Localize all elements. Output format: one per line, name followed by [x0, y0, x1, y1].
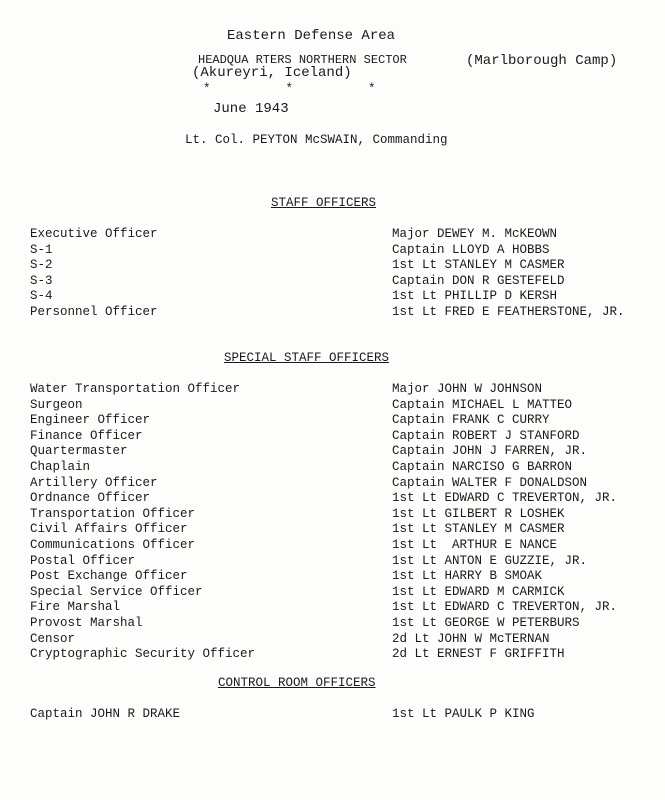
officer-role: Captain JOHN R DRAKE — [30, 707, 181, 721]
officer-name: 1st Lt ARTHUR E NANCE — [392, 537, 558, 552]
officer-row — [0, 585, 665, 601]
officer-row — [0, 305, 665, 321]
officer-row — [0, 647, 665, 663]
officer-name: 1st Lt PAULK P KING — [392, 707, 535, 721]
officer-role: Communications Officer — [30, 537, 196, 552]
officer-role: Water Transportation Officer — [30, 382, 241, 396]
staff-list — [0, 227, 665, 321]
officer-role: Cryptographic Security Officer — [30, 647, 256, 662]
separator-stars: * * * — [203, 82, 376, 96]
officer-role: Engineer Officer — [30, 413, 151, 428]
officer-role: S-4 — [30, 289, 53, 304]
officer-name: 1st Lt GILBERT R LOSHEK — [392, 506, 565, 521]
officer-row — [0, 413, 665, 429]
officer-role: Censor — [30, 631, 76, 646]
officer-name: 2d Lt JOHN W McTERNAN — [392, 631, 550, 646]
officer-row — [0, 538, 665, 554]
officer-name: 1st Lt GEORGE W PETERBURS — [392, 615, 580, 630]
control-room-list — [0, 707, 665, 723]
officer-row — [0, 616, 665, 632]
officer-row — [0, 476, 665, 492]
officer-name: Major JOHN W JOHNSON — [392, 382, 543, 396]
officer-name: 1st Lt FRED E FEATHERSTONE, JR. — [392, 304, 625, 319]
staff-heading: STAFF OFFICERS — [271, 196, 377, 210]
location: (Akureyri, Iceland) — [192, 65, 352, 81]
officer-name: Captain JOHN J FARREN, JR. — [392, 444, 588, 459]
officer-role: Post Exchange Officer — [30, 569, 188, 584]
commanding-officer: Lt. Col. PEYTON McSWAIN, Commanding — [185, 133, 448, 147]
officer-row — [0, 632, 665, 648]
officer-role: Chaplain — [30, 459, 91, 474]
document-date: June 1943 — [213, 101, 289, 117]
officer-name: 1st Lt HARRY B SMOAK — [392, 569, 543, 584]
officer-row — [0, 460, 665, 476]
officer-row — [0, 227, 665, 243]
officer-name: 1st Lt STANLEY M CASMER — [392, 522, 565, 537]
officer-role: Special Service Officer — [30, 584, 203, 599]
officer-role: Transportation Officer — [30, 506, 196, 521]
officer-role: Surgeon — [30, 397, 83, 412]
officer-name: 1st Lt EDWARD M CARMICK — [392, 584, 565, 599]
officer-name: 1st Lt PHILLIP D KERSH — [392, 289, 558, 304]
officer-name: Captain LLOYD A HOBBS — [392, 242, 550, 257]
officer-row — [0, 522, 665, 538]
officer-row — [0, 289, 665, 305]
officer-name: 1st Lt STANLEY M CASMER — [392, 258, 565, 273]
officer-name: 2d Lt ERNEST F GRIFFITH — [392, 647, 565, 662]
officer-row — [0, 429, 665, 445]
officer-role: Provost Marshal — [30, 615, 143, 630]
officer-row — [0, 707, 665, 723]
officer-row — [0, 274, 665, 290]
officer-name: Captain ROBERT J STANFORD — [392, 428, 580, 443]
officer-row — [0, 507, 665, 523]
officer-role: Finance Officer — [30, 428, 143, 443]
officer-role: S-1 — [30, 242, 53, 257]
officer-name: Captain MICHAEL L MATTEO — [392, 397, 573, 412]
officer-row — [0, 258, 665, 274]
officer-row — [0, 554, 665, 570]
officer-role: Artillery Officer — [30, 475, 158, 490]
camp-name: (Marlborough Camp) — [466, 53, 618, 69]
officer-role: Postal Officer — [30, 553, 136, 568]
officer-name: 1st Lt ANTON E GUZZIE, JR. — [392, 553, 588, 568]
officer-role: Ordnance Officer — [30, 491, 151, 506]
officer-role: S-2 — [30, 258, 53, 273]
officer-role: Fire Marshal — [30, 600, 121, 615]
officer-name: Captain NARCISO G BARRON — [392, 459, 573, 474]
hq-title: HEADQUA RTERS NORTHERN SECTOR — [198, 53, 407, 67]
officer-row — [0, 444, 665, 460]
officer-row — [0, 600, 665, 616]
officer-name: Captain WALTER F DONALDSON — [392, 475, 588, 490]
officer-row — [0, 491, 665, 507]
officer-role: S-3 — [30, 273, 53, 288]
officer-role: Executive Officer — [30, 227, 158, 241]
officer-name: Captain DON R GESTEFELD — [392, 273, 565, 288]
officer-row — [0, 569, 665, 585]
officer-name: 1st Lt EDWARD C TREVERTON, JR. — [392, 600, 618, 615]
officer-row — [0, 382, 665, 398]
area-title: Eastern Defense Area — [227, 28, 396, 44]
officer-role: Personnel Officer — [30, 304, 158, 319]
officer-row — [0, 398, 665, 414]
special-staff-heading: SPECIAL STAFF OFFICERS — [224, 351, 390, 365]
officer-role: Quartermaster — [30, 444, 128, 459]
officer-role: Civil Affairs Officer — [30, 522, 188, 537]
officer-name: 1st Lt EDWARD C TREVERTON, JR. — [392, 491, 618, 506]
officer-row — [0, 243, 665, 259]
officer-name: Major DEWEY M. McKEOWN — [392, 227, 558, 241]
special-staff-list — [0, 382, 665, 663]
officer-name: Captain FRANK C CURRY — [392, 413, 550, 428]
control-room-heading: CONTROL ROOM OFFICERS — [218, 676, 376, 690]
